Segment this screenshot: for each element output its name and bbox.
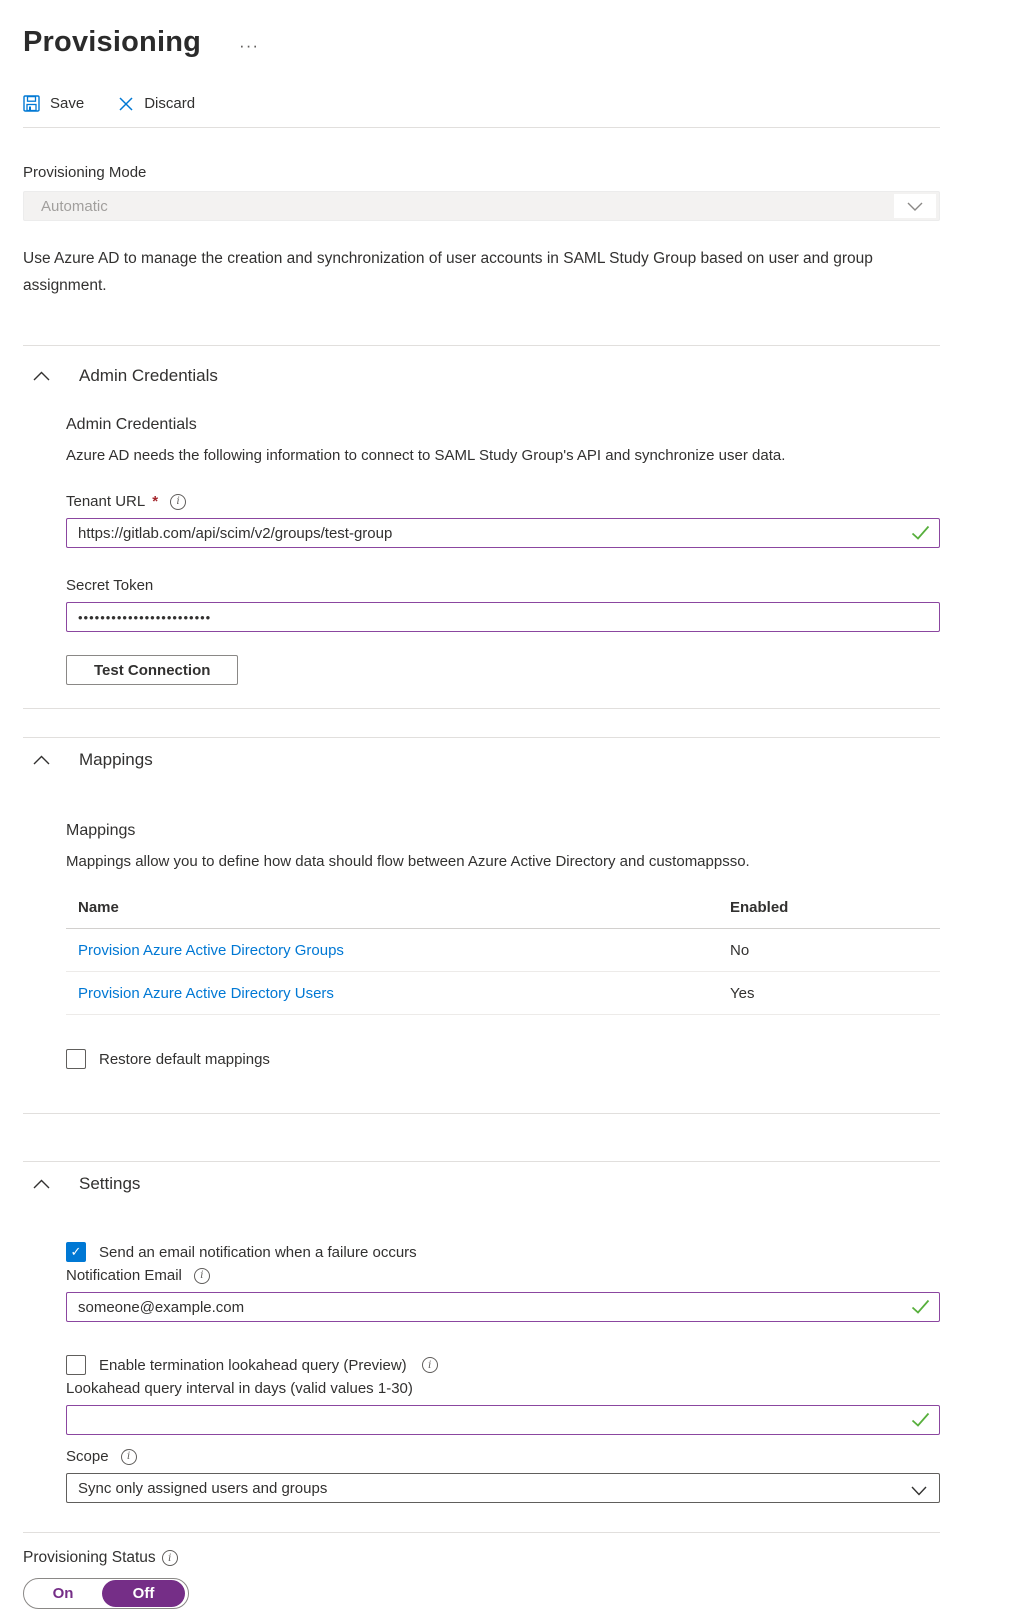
mapping-enabled-users: Yes [730,984,755,1002]
tenant-url-input[interactable] [66,518,940,548]
info-icon[interactable]: i [121,1449,137,1465]
settings-body [66,1242,940,1503]
scope-label-row [66,1448,940,1465]
notification-email-input[interactable] [66,1292,940,1322]
notification-email-field [66,1292,940,1322]
mappings-heading: Mappings [66,822,136,839]
table-row [66,972,940,1015]
provisioning-mode-label: Provisioning Mode [23,164,147,181]
page-header [23,26,940,59]
admin-credentials-description: Azure AD needs the following information to connect to SAML Study Group's API and synchronize user data. [66,447,786,464]
secret-token-field [66,602,940,632]
chevron-up-icon [33,366,50,386]
mapping-link-groups[interactable]: Provision Azure Active Directory Groups [78,941,344,959]
toggle-on-option[interactable]: On [52,1585,74,1602]
lookahead-interval-input[interactable] [66,1405,940,1435]
discard-icon [118,96,134,112]
chevron-down-icon [894,194,936,218]
lookahead-interval-label: Lookahead query interval in days (valid values 1-30) [66,1380,413,1397]
email-notification-label: Send an email notification when a failure occurs [99,1243,417,1261]
info-icon[interactable]: i [170,494,186,510]
column-header-enabled: Enabled [730,898,789,916]
divider [23,1532,940,1533]
secret-token-label-row [66,577,940,594]
provisioning-mode-dropdown[interactable] [23,191,940,221]
checkbox-checked-icon: ✓ [66,1242,86,1262]
provisioning-status-label: Provisioning Status [23,1549,156,1566]
checkbox-unchecked-icon [66,1049,86,1069]
discard-label: Discard [144,95,196,112]
required-asterisk: * [152,493,159,510]
section-title: Admin Credentials [79,366,218,385]
restore-default-mappings-checkbox[interactable] [66,1049,940,1069]
save-icon [23,95,40,112]
table-header-row [66,886,940,929]
info-icon[interactable]: i [422,1357,438,1373]
section-header-mappings[interactable] [23,738,940,774]
tenant-url-label-row [66,493,940,510]
save-button[interactable] [23,95,84,112]
chevron-up-icon [33,1174,50,1194]
mappings-description: Mappings allow you to define how data should flow between Azure Active Directory and customappsso. [66,853,750,870]
valid-checkmark-icon [911,525,930,545]
command-bar [23,95,940,112]
secret-token-input[interactable] [66,602,940,632]
section-header-admin-credentials[interactable] [23,346,940,390]
section-title: Mappings [79,750,153,769]
section-header-settings[interactable] [23,1162,940,1198]
lookahead-query-checkbox[interactable] [66,1355,940,1375]
lookahead-interval-label-row [66,1380,940,1397]
divider [23,708,940,709]
page-title: Provisioning [23,26,202,58]
provisioning-status-label-row [23,1549,940,1567]
scope-value: Sync only assigned users and groups [78,1479,328,1497]
admin-credentials-body [66,416,940,685]
column-header-name: Name [78,898,119,916]
notification-email-label-row [66,1267,940,1284]
mapping-link-users[interactable]: Provision Azure Active Directory Users [78,984,334,1002]
secret-token-label: Secret Token [66,577,154,594]
scope-label: Scope [66,1448,109,1465]
lookahead-query-label: Enable termination lookahead query (Preview) [99,1356,407,1374]
email-notification-checkbox[interactable] [66,1242,940,1262]
notification-email-label: Notification Email [66,1267,182,1284]
checkbox-unchecked-icon [66,1355,86,1375]
admin-credentials-heading: Admin Credentials [66,416,197,433]
discard-button[interactable] [118,95,195,112]
table-row [66,929,940,972]
info-icon[interactable]: i [194,1268,210,1284]
chevron-up-icon [33,750,50,770]
mappings-body [66,822,940,1069]
restore-default-mappings-label: Restore default mappings [99,1050,270,1068]
divider [23,1113,940,1114]
toolbar-divider [23,127,940,128]
toggle-off-option[interactable]: Off [102,1580,185,1607]
mappings-table [66,886,940,1015]
save-label: Save [50,95,85,112]
more-options-button[interactable]: ··· [239,36,260,55]
section-title: Settings [79,1174,141,1193]
tenant-url-field [66,518,940,548]
intro-text: Use Azure AD to manage the creation and synchronization of user accounts in SAML Study Group based on user and group assignment. [23,250,873,294]
valid-checkmark-icon [911,1412,930,1432]
provisioning-mode-value: Automatic [41,197,108,215]
provisioning-status-toggle[interactable] [23,1578,189,1609]
lookahead-interval-field [66,1405,940,1435]
info-icon[interactable]: i [162,1550,178,1566]
tenant-url-label: Tenant URL [66,493,146,510]
mapping-enabled-groups: No [730,941,750,959]
scope-dropdown[interactable] [66,1473,940,1503]
valid-checkmark-icon [911,1299,930,1319]
chevron-down-icon [911,1483,927,1500]
test-connection-button[interactable]: Test Connection [66,655,238,685]
